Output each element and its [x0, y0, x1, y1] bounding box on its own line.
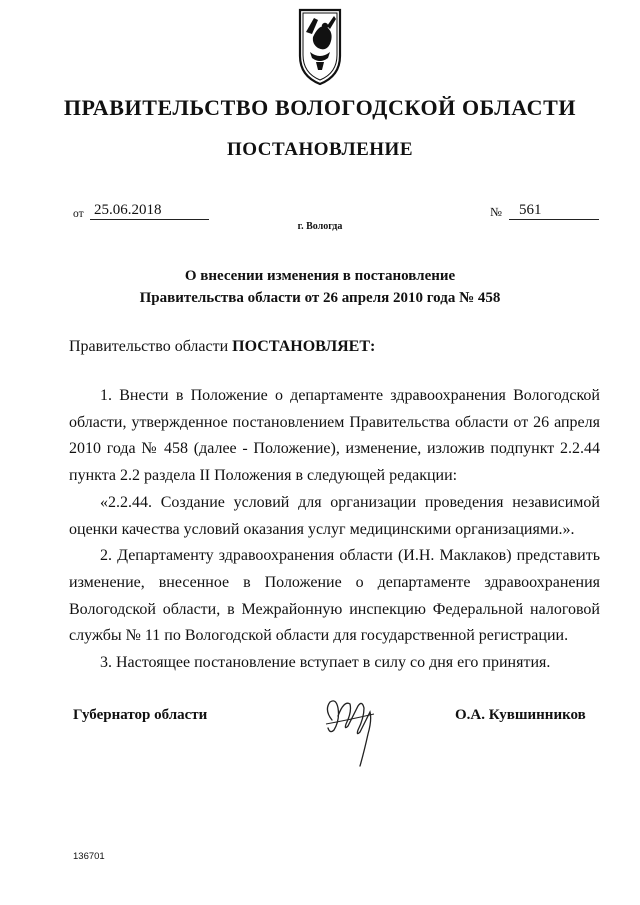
subject-line-2: Правительства области от 26 апреля 2010 года № 458 — [139, 290, 501, 306]
number-value: 561 — [509, 201, 599, 220]
handwritten-signature-icon — [318, 690, 382, 770]
paragraph-2: 2. Департаменту здравоохранения области (И.Н. Маклаков) представить изменение, внесенное в Положение о департаменте здравоохранения Вологодской области, в Межрайонную инспекцию Федеральной налоговой службы № 11 по Вологодской области для государственной регистрации. — [69, 547, 600, 645]
paragraph-1: 1. Внести в Положение о департаменте здравоохранения Вологодской области, утвержденное постановлением Правительства области от 26 апреля 2010 года № 458 (далее - Положение), изменение, изложив подпункт 2.2.44 пункта 2.2 раздела II Положения в следующей редакции: — [69, 387, 600, 485]
city: г. Вологда — [297, 221, 343, 232]
document-code: 136701 — [73, 851, 105, 862]
document-type: ПОСТАНОВЛЕНИЕ — [226, 139, 414, 160]
preamble-text: Правительство области — [69, 338, 233, 355]
document-subject — [0, 265, 640, 309]
number-label: № — [490, 205, 502, 219]
paragraph-3: 3. Настоящее постановление вступает в силу со дня его принятия. — [100, 654, 551, 672]
signatory-role: Губернатор области — [73, 707, 208, 723]
preamble-emphasis: ПОСТАНОВЛЯЕТ: — [232, 338, 376, 355]
document-body — [69, 383, 600, 677]
signatory-name: О.А. Кувшинников — [455, 707, 586, 723]
coat-of-arms-icon — [296, 4, 344, 88]
preamble — [69, 338, 375, 356]
date-label: от — [73, 208, 84, 220]
date-value: 25.06.2018 — [90, 201, 209, 220]
paragraph-quote: «2.2.44. Создание условий для организации проведения независимой оценки качества условий оказания услуг медицинскими организациями.». — [69, 493, 600, 538]
subject-line-1: О внесении изменения в постановление — [184, 268, 456, 284]
organization-title: ПРАВИТЕЛЬСТВО ВОЛОГОДСКОЙ ОБЛАСТИ — [63, 95, 577, 120]
